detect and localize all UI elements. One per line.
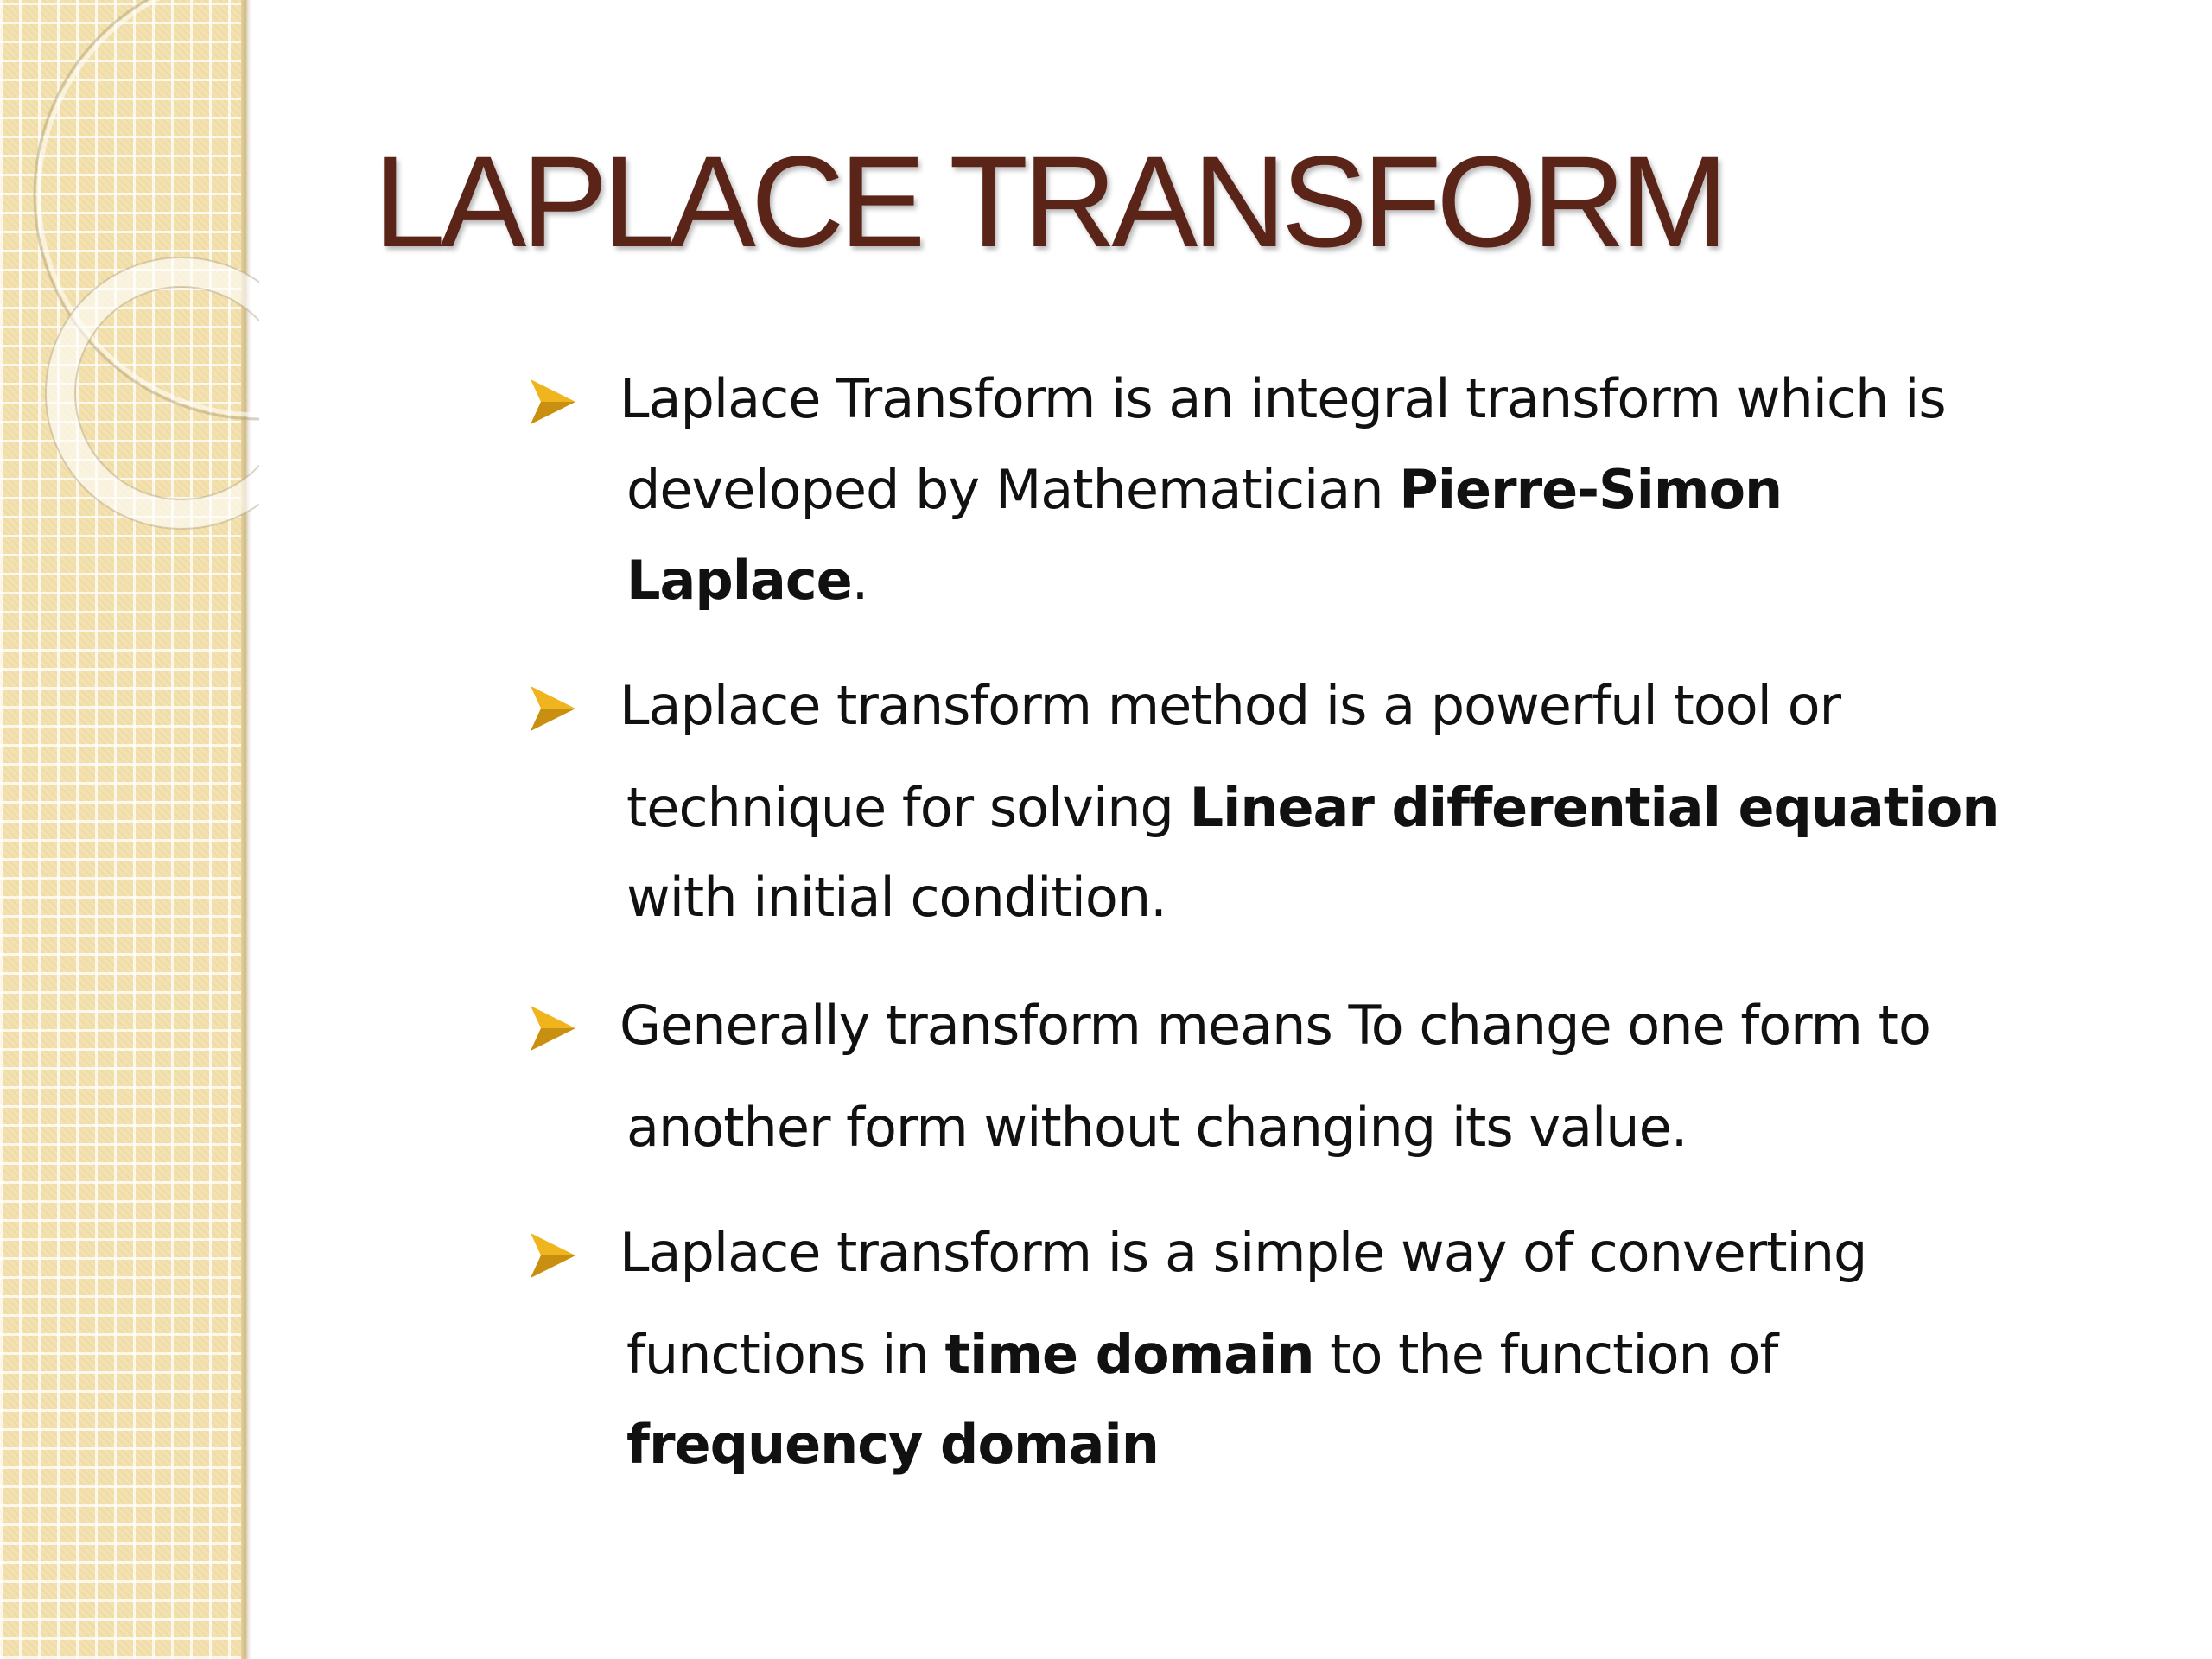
bold-text: time domain (944, 1323, 1314, 1386)
bullet-1-line-2: developed by Mathematician Pierre-Simon (626, 458, 1783, 521)
bullet-1-line-3: Laplace. (626, 549, 868, 612)
bullet-2-line-1: Laplace transform method is a powerful tool or (620, 674, 1840, 737)
bold-text: frequency domain (626, 1413, 1159, 1476)
arrow-bullet-icon (529, 1230, 577, 1281)
decorative-rings (0, 0, 259, 553)
bullet-2-line-3: with initial condition. (626, 866, 1166, 929)
bullet-3-line-2: another form without changing its value. (626, 1096, 1688, 1159)
slide-title: LAPLACE TRANSFORM (373, 129, 1724, 274)
bullet-2-line-2: technique for solving Linear differential equation (626, 776, 1999, 839)
arrow-bullet-icon (529, 1002, 577, 1054)
arrow-bullet-icon (529, 683, 577, 734)
bold-text: Linear differential equation (1189, 776, 1999, 839)
bold-text: Pierre-Simon (1399, 458, 1783, 521)
bold-text: Laplace (626, 549, 852, 612)
bullet-4-line-2: functions in time domain to the function of (626, 1323, 1778, 1386)
bullet-4-line-1: Laplace transform is a simple way of converting (620, 1221, 1867, 1284)
bullet-4-line-3 (626, 1413, 1159, 1476)
bullet-3-line-1: Generally transform means To change one form to (620, 994, 1930, 1057)
arrow-bullet-icon (529, 376, 577, 428)
bullet-1-line-1: Laplace Transform is an integral transform which is (620, 367, 1946, 430)
